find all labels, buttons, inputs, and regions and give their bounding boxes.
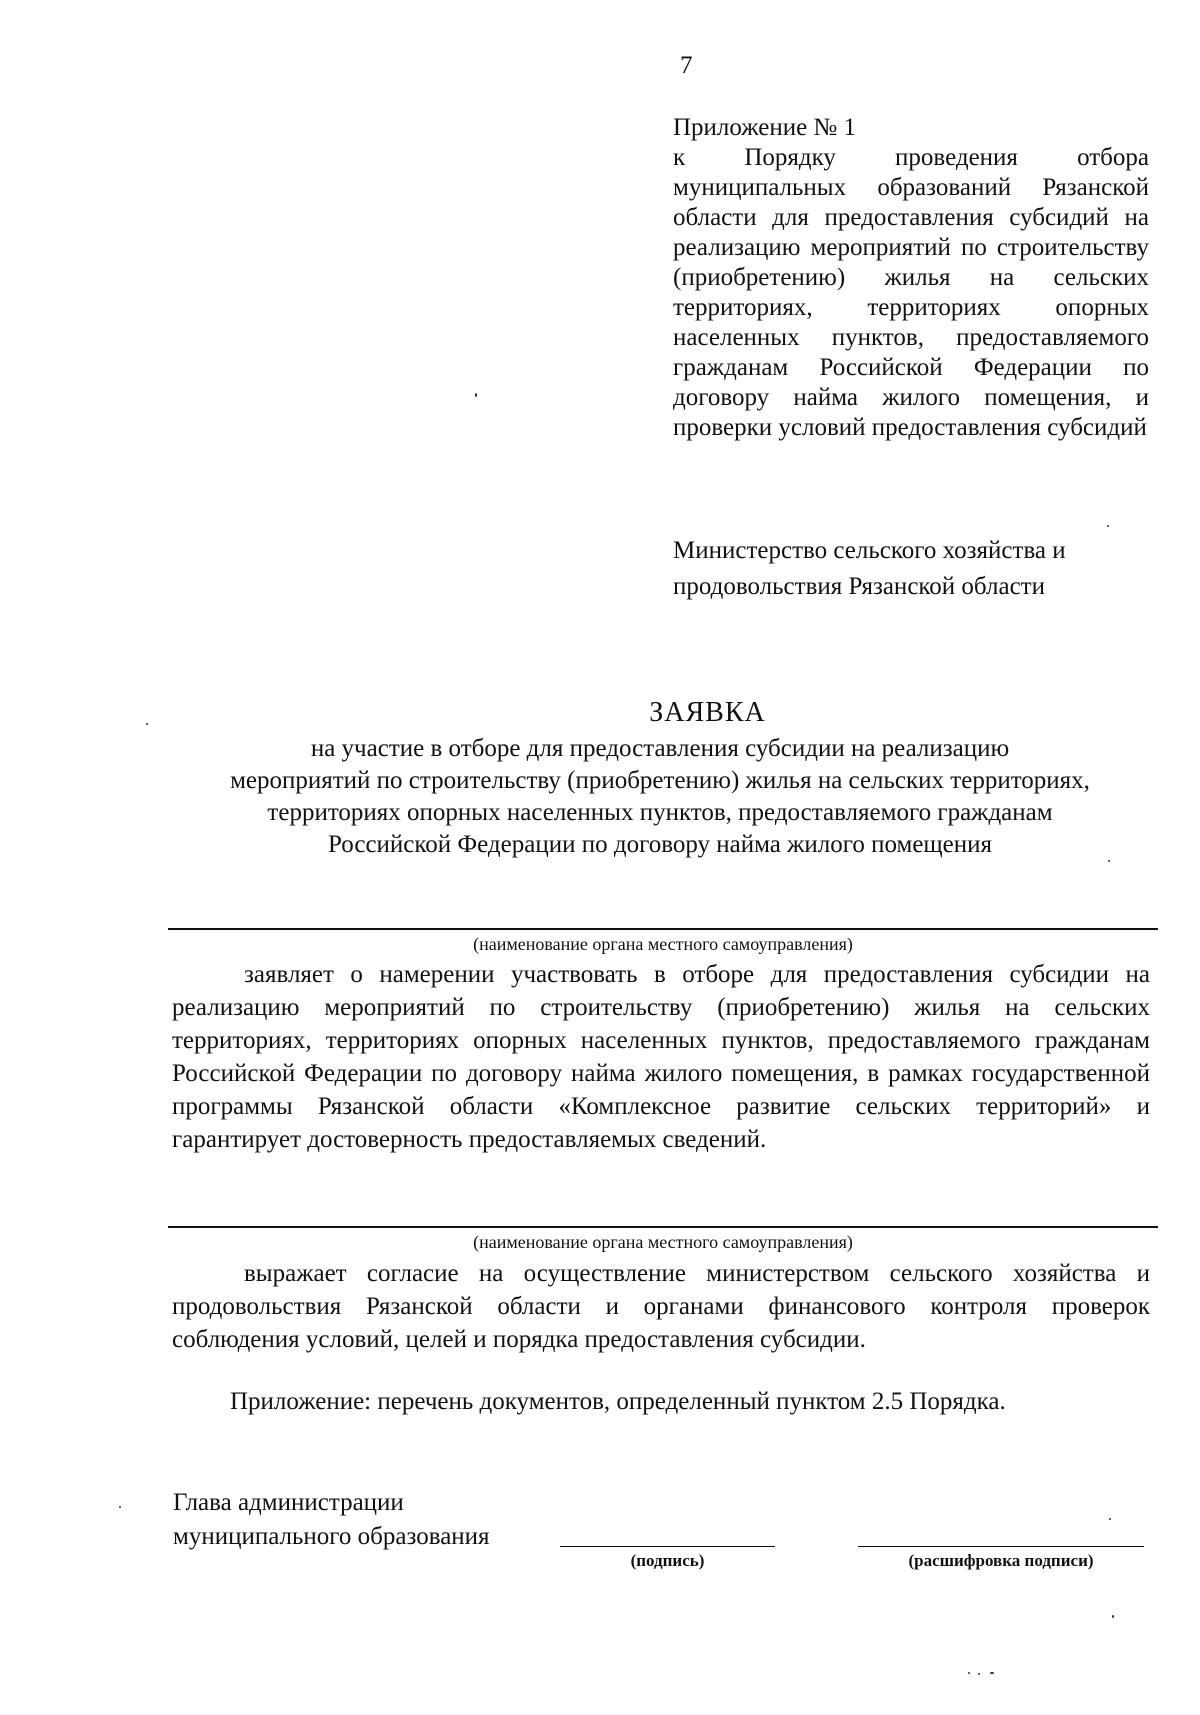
page-number: 7 [680,52,693,79]
appendix-title: Приложение № 1 [673,114,857,141]
signature-decoding-field[interactable] [858,1546,1144,1547]
consent-paragraph: выражает согласие на осуществление министерством сельского хозяйства и продовольствия Рязанской области и органами финансового контроля проверок соблюдения условий, целей и порядка предоставления субсидии. [172,1260,1150,1353]
document-title: ЗАЯВКА [649,697,766,728]
scan-speck [990,1672,994,1674]
scan-speck [1112,1615,1114,1618]
recipient-line-1: Министерство сельского хозяйства и [673,537,1066,564]
org-name-field-2[interactable] [168,1226,1158,1228]
subtitle-line: территориях опорных населенных пунктов, предоставляемого гражданам [267,799,1053,826]
subtitle-line: Российской Федерации по договору найма жилого помещения [327,831,993,858]
signatory-title-line-1: Глава администрации [173,1489,404,1516]
org-name-caption-1: (наименование органа местного самоуправления) [473,934,853,954]
scan-speck [1107,525,1109,527]
signature-caption: (подпись) [630,1551,705,1570]
document-subtitle [160,733,1160,861]
signature-decoding-caption: (расшифровка подписи) [908,1551,1094,1570]
recipient-line-2: продовольствия Рязанской области [673,573,1045,600]
subtitle-line: на участие в отборе для предоставления субсидии на реализацию [310,735,1010,762]
scan-speck [1109,1518,1111,1520]
appendix-description: к Порядку проведения отбора муниципальных образований Рязанской области для предоставления субсидий на реализацию мероприятий по строительству (приобретению) жилья на сельских территориях, территориях опорных населенных пунктов, предоставляемого гражданам Российской Федерации по договору найма жилого помещения, и проверки условий предоставления субсидий [673,144,1149,441]
scan-speck [1108,860,1110,862]
appendix-header [673,113,1149,443]
scan-speck [978,1673,980,1675]
scan-speck [475,393,477,397]
scan-speck [968,1672,970,1674]
signatory-title [173,1486,490,1554]
signature-field[interactable] [560,1546,775,1547]
signatory-title-line-2: муниципального образования [173,1523,490,1550]
subtitle-line: мероприятий по строительству (приобретению) жилья на сельских территориях, [230,767,1090,794]
scan-speck [146,723,148,725]
annex-note: Приложение: перечень документов, определенный пунктом 2.5 Порядка. [230,1388,1006,1415]
statement-paragraph: заявляет о намерении участвовать в отборе для предоставления субсидии на реализацию мероприятий по строительству (приобретению) жилья на сельских территориях, территориях опорных населенных пунктов, предоставляемого гражданам Российской Федерации по договору найма жилого помещения, в рамках государственной программы Рязанской области «Комплексное развитие сельских территорий» и гарантирует достоверность предоставляемых сведений. [172,961,1150,1153]
scan-speck [119,1506,121,1508]
application-heading [160,695,1160,861]
recipient [673,533,1149,605]
org-name-caption-2: (наименование органа местного самоуправления) [473,1232,853,1252]
org-name-field-1[interactable] [168,928,1158,930]
